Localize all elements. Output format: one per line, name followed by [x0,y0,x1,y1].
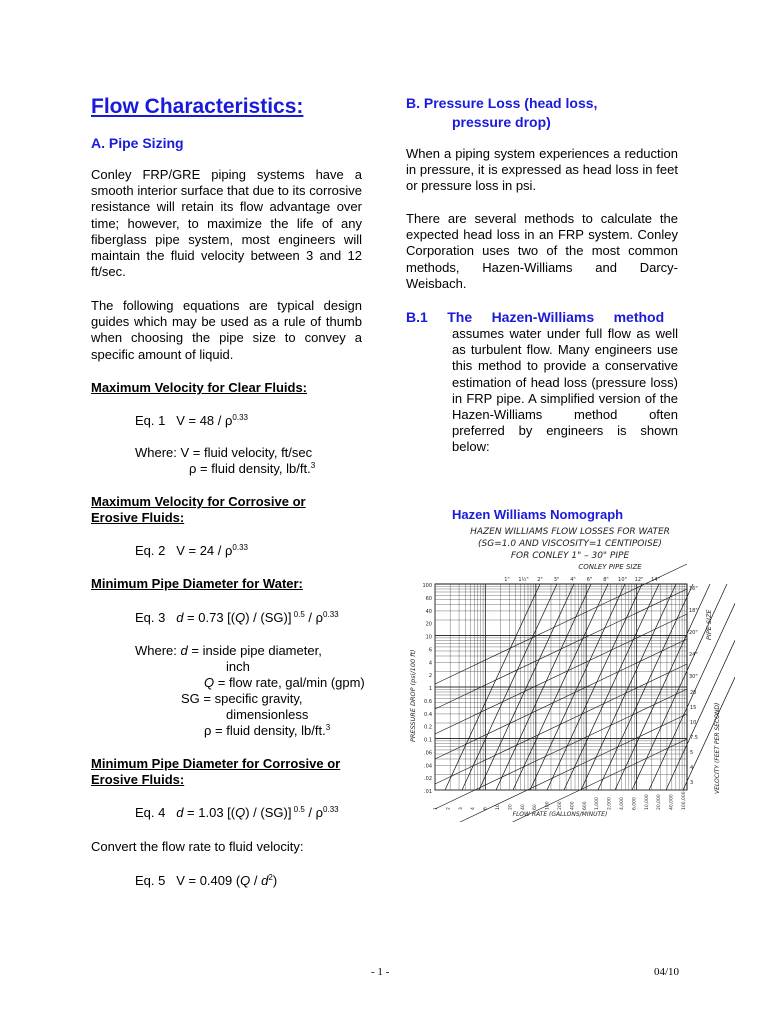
nomograph-title-line-2: (SG=1.0 AND VISCOSITY=1 CENTIPOISE) [478,539,662,549]
pressure-tick-label: .06 [424,750,432,757]
revision-date: 04/10 [654,966,680,978]
flow-rate-axis-label: FLOW RATE (GALLONS/MINUTE) [512,811,608,818]
equation-5 [135,873,277,889]
right-pipe-size-label: 24" [689,652,698,658]
top-pipe-size-label: 1" [504,577,510,583]
flow-tick-label: 6 [483,807,489,810]
equation-3 [135,610,339,626]
flow-tick-label: 100,000 [682,791,687,810]
corrosive-velocity-heading-1: Maximum Velocity for Corrosive or [91,494,306,509]
pressure-tick-label: 0.1 [424,737,432,744]
flow-tick-label: 4 [471,807,477,810]
velocity-line [435,689,687,809]
where3-inch: inch [226,659,250,674]
where3-flow-text: = flow rate, gal/min (gpm) [214,675,365,690]
clear-fluids-heading: Maximum Velocity for Clear Fluids: [91,380,307,395]
nomograph-title: Hazen Williams Nomograph [452,507,624,522]
pipe-size-side-label: PIPE SIZE [705,609,713,640]
flow-tick-label: 6,000 [632,797,638,810]
eq4-slash: / ρ [304,805,324,820]
nomograph-title-line-3: FOR CONLEY 1" – 30" PIPE [510,551,630,561]
pressure-tick-label: 40 [425,608,432,615]
right-pipe-size-label: 30" [689,674,698,680]
pipe-sizing-paragraph: Conley FRP/GRE piping systems have a smooth interior surface that due to its corrosive resistance will retain its flow advantage over time; however, to maximize the life of any fiberglass pipe system, most engineers will maintain the fluid velocity between 3 and 12 ft/sec. [91,167,362,280]
design-guides-paragraph: The following equations are typical design guides which may be used as a rule of thumb when choosing the pipe size to convey a specific amount of liquid. [91,298,362,362]
pressure-tick-label: 10 [425,634,432,641]
right-pipe-size-label: 20" [689,630,698,636]
where1-density-exp: 3 [310,461,316,470]
pressure-tick-label: 1 [428,686,432,692]
velocity-line [435,664,687,784]
right-pipe-size-label: 16" [689,586,698,592]
page-number: - 1 - [371,966,390,978]
min-corrosive-heading-1: Minimum Pipe Diameter for Corrosive or [91,756,341,771]
where3-diameter [135,643,322,659]
flow-tick-label: 600 [582,801,588,810]
pressure-tick-label: 20 [425,621,432,628]
velocity-tick-label: 20 [690,690,697,696]
flow-tick-label: 2,000 [607,797,613,810]
top-pipe-size-label: 14" [651,577,660,583]
flow-tick-label: 400 [570,801,576,810]
eq3-exp1: 0.5 [291,610,305,619]
top-pipe-size-label: 12" [634,577,644,583]
velocity-axis-label: VELOCITY (FEET PER SECOND) [714,702,721,794]
eq5-post: ) [272,873,278,888]
pressure-tick-label: .02 [424,776,432,783]
where3-sg: SG = specific gravity, [181,691,303,706]
eq1-body: V = 48 / ρ [176,413,233,428]
top-pipe-size-label: 6" [586,577,593,583]
where1-density-text: ρ = fluid density, lb/ft. [189,461,311,476]
flow-tick-label: 10 [496,804,501,810]
flow-tick-label: 10,000 [644,794,650,810]
methods-paragraph: There are several methods to calculate the expected head loss in an FRP system. Conley Corporation uses two of the most common methods, Hazen-Williams and Darcy-Weisbach. [406,211,678,291]
where3-flow [204,675,365,691]
eq4-mid: = 1.03 [( [183,805,236,820]
flow-tick-label: 1,000 [595,797,601,810]
top-pipe-size-label: 3" [553,577,560,583]
pressure-tick-label: 100 [422,583,432,589]
flow-tick-label: 40 [520,804,526,810]
velocity-tick-label: 15 [690,705,697,711]
where3-label: Where: [135,643,181,658]
where3-density-text: ρ = fluid density, lb/ft. [204,723,326,738]
b1-heading: B.1 The Hazen-Williams method [406,309,665,325]
velocity-tick-label: 4 [690,765,694,771]
pressure-tick-label: .04 [424,763,432,770]
where3-d: d [180,643,188,658]
velocity-tick-label: 5 [690,750,694,756]
equation-2 [135,543,248,559]
eq3-tail: ) / (SG)] [245,610,292,625]
nomograph-title-line-1: HAZEN WILLIAMS FLOW LOSSES FOR WATER [470,527,670,537]
eq5-label: Eq. 5 [135,873,166,888]
equation-4 [135,805,339,821]
eq4-tail: ) / (SG)] [245,805,292,820]
flow-tick-label: 4,000 [620,797,625,810]
eq5-pre: V = 0.409 ( [176,873,241,888]
flow-tick-label: 40,000 [669,794,675,810]
where3-dimensionless: dimensionless [226,707,309,722]
pressure-tick-label: 60 [425,595,432,602]
pressure-tick-label: 2 [428,673,432,680]
eq2-body: V = 24 / ρ [176,543,233,558]
eq3-d: d [176,610,184,625]
flow-tick-label: 100 [545,801,551,810]
velocity-tick-label: 3 [690,780,694,786]
pressure-tick-label: 6 [428,647,432,654]
min-water-heading: Minimum Pipe Diameter for Water: [91,576,303,591]
where3-q: Q [204,675,215,690]
where1-density [189,461,315,477]
flow-tick-label: 1 [434,807,439,810]
pressure-loss-paragraph: When a piping system experiences a reduction in pressure, it is expressed as head loss in feet or pressure loss in psi. [406,146,678,194]
flow-tick-label: 20 [508,804,514,810]
pressure-tick-label: 0.4 [424,711,432,718]
flow-tick-label: 20,000 [657,794,663,810]
top-pipe-size-label: 10" [618,577,627,583]
top-pipe-size-label: 8" [603,577,609,583]
pressure-drop-axis-label: PRESSURE DROP (psi/100 ft) [409,649,417,742]
eq4-q: Q [235,805,246,820]
hazen-williams-nomograph [405,522,735,822]
flow-tick-label: 200 [558,801,563,810]
pressure-tick-label: 0.6 [424,698,432,705]
top-pipe-size-label: 4" [570,577,576,583]
convert-text: Convert the flow rate to fluid velocity: [91,839,304,854]
page-title: Flow Characteristics: [91,95,304,118]
equation-1 [135,413,248,429]
pressure-tick-label: .01 [424,789,432,795]
eq3-mid: = 0.73 [( [183,610,236,625]
flow-tick-label: 3 [458,807,464,810]
velocity-line [435,589,687,709]
min-corrosive-heading-2: Erosive Fluids: [91,772,185,787]
eq4-exp2: 0.33 [323,805,339,814]
top-pipe-size-label: 1½" [518,577,529,583]
velocity-tick-label: 7.5 [690,735,698,741]
eq4-d: d [176,805,184,820]
corrosive-velocity-heading-2: Erosive Fluids: [91,510,185,525]
eq5-mid: / [250,873,262,888]
eq3-slash: / ρ [304,610,324,625]
eq4-label: Eq. 4 [135,805,166,820]
pipe-size-top-label: CONLEY PIPE SIZE [578,563,642,571]
eq4-exp1: 0.5 [291,805,305,814]
eq3-exp2: 0.33 [323,610,339,619]
where1-velocity: Where: V = fluid velocity, ft/sec [135,445,313,460]
velocity-line [435,564,687,684]
eq3-q: Q [235,610,246,625]
pressure-tick-label: 0.2 [424,724,432,731]
hazen-williams-paragraph: assumes water under full flow as well as turbulent flow. Many engineers use this method to provide a conservative estimation of head loss (pressure loss) in FRP pipe. A simplified version of the Hazen-Williams method often preferred by engineers is shown below: [452,326,678,455]
where3-density [204,723,330,739]
velocity-tick-label: 10 [690,720,697,726]
flow-tick-label: 60 [533,804,539,810]
where3-density-exp: 3 [325,723,331,732]
section-b-heading-1: B. Pressure Loss (head loss, [406,95,598,111]
eq1-label: Eq. 1 [135,413,166,428]
eq5-d: d [261,873,269,888]
section-b-heading-2: pressure drop) [452,114,551,130]
eq1-exponent: 0.33 [232,413,248,422]
eq3-label: Eq. 3 [135,610,166,625]
right-pipe-size-label: 18" [689,608,698,614]
section-a-heading: A. Pipe Sizing [91,135,184,151]
eq2-exponent: 0.33 [232,543,248,552]
eq2-label: Eq. 2 [135,543,166,558]
eq5-q: Q [240,873,251,888]
where3-diameter-text: = inside pipe diameter, [187,643,322,658]
eq5-exp: 2 [268,873,273,882]
flow-tick-label: 2 [446,807,452,810]
pressure-tick-label: 4 [428,660,432,667]
top-pipe-size-label: 2" [537,577,543,583]
